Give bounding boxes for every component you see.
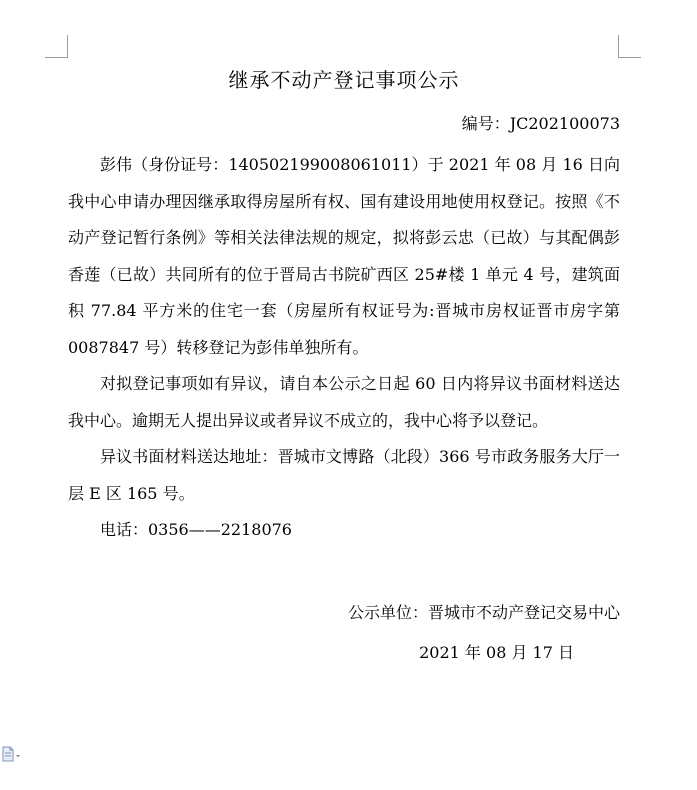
issuing-unit: 公示单位：晋城市不动产登记交易中心 [347,602,620,622]
issue-date: 2021 年 08 月 17 日 [419,642,574,662]
page-corner-mark-top-left [45,35,68,58]
document-title: 继承不动产登记事项公示 [228,68,460,92]
document-icon[interactable] [0,745,22,763]
paragraph-objection: 对拟登记事项如有异议，请自本公示之日起 60 日内将异议书面材料送达我中心。逾期无人提出异议或者异议不成立的，我中心将予以登记。 [68,374,620,430]
phone-line: 电话：0356——2218076 [100,520,292,539]
document-number: 编号：JC202100073 [461,114,620,133]
page-corner-mark-top-right [618,35,641,58]
paragraph-address: 异议书面材料送达地址：晋城市文博路（北段）366 号市政务服务大厅一层 E 区 165 号。 [68,447,620,503]
paragraph-main: 彭伟（身份证号：140502199008061011）于 2021 年 08 月 16 日向我中心申请办理因继承取得房屋所有权、国有建设用地使用权登记。按照《不动产登记暂行条例》等相关法律法规的规定，拟将彭云忠（已故）与其配偶彭香莲（已故）共同所有的位于晋局古书院矿西区 25#楼 1 单元 4 号，建筑面积 77.84 平方米的住宅一套（房屋所有权证号为:晋城市房权证晋市房字第 0087847 号）转移登记为彭伟单独所有。 [68,155,620,357]
document-page [68,62,620,665]
